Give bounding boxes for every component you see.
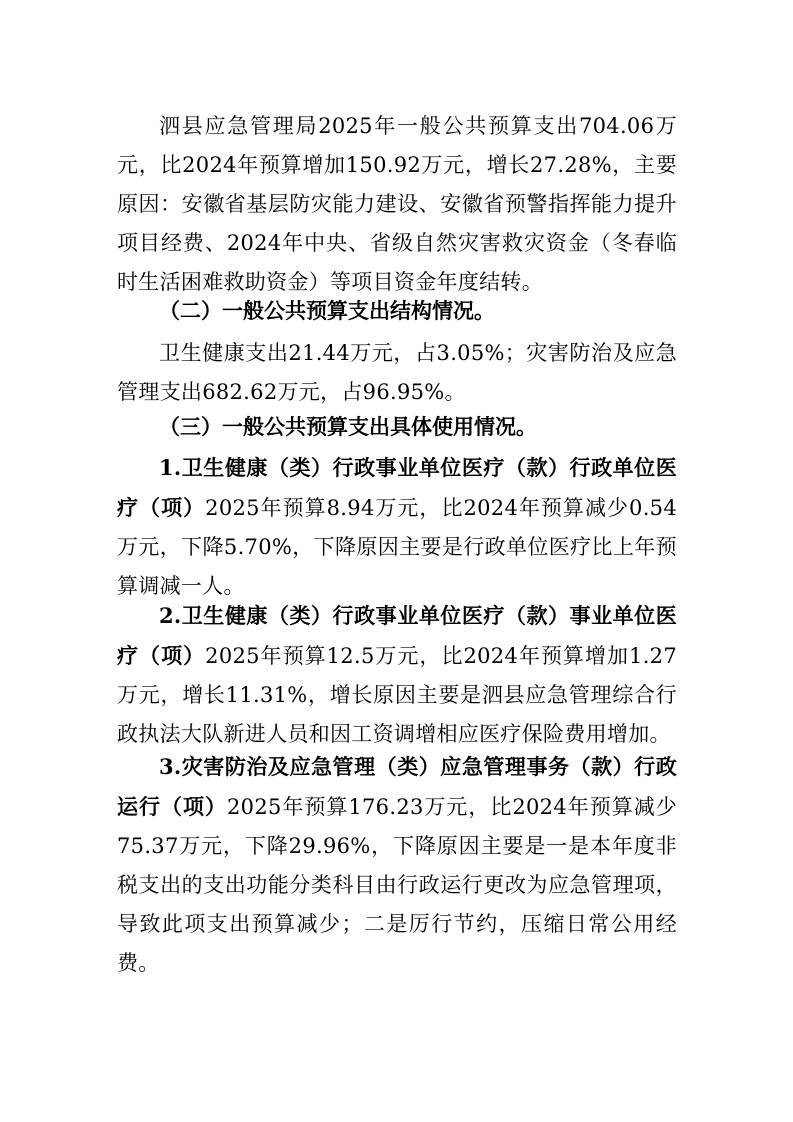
item-3-title: 3.灾害防治及应急管理（类）应急管理事务（款）行政运行（项） — [117, 754, 677, 819]
item-1-body: 2025年预算8.94万元，比2024年预算减少0.54万元，下降5.70%，下降原因主要是行政单位医疗比上年预算调减一人。 — [117, 496, 677, 598]
section-heading-usage: （三）一般公共预算支出具体使用情况。 — [159, 414, 537, 439]
item-3-body: 2025年预算176.23万元，比2024年预算减少75.37万元，下降29.96%，下降原因主要是一是本年度非税支出的支出功能分类科目由行政运行更改为应急管理项，导致此项支出预算减少；二是厉行节约，压缩日常公用经费。 — [117, 795, 678, 975]
paragraph-item-3 — [117, 747, 677, 983]
paragraph-item-1 — [117, 448, 677, 606]
paragraph-budget-summary: 泗县应急管理局2025年一般公共预算支出704.06万元，比2024年预算增加150.92万元，增长27.28%，主要原因：安徽省基层防灾能力建设、安徽省预警指挥能力提升项目经费、2024年中央、省级自然灾害救灾资金（冬春临时生活困难救助资金）等项目资金年度结转。 — [117, 114, 677, 294]
item-2-title: 2.卫生健康（类）行政事业单位医疗（款）事业单位医疗（项） — [117, 603, 677, 668]
section-heading-structure: （二）一般公共预算支出结构情况。 — [159, 298, 495, 323]
paragraph-item-2 — [117, 596, 677, 754]
item-2-body: 2025年预算12.5万元，比2024年预算增加1.27万元，增长11.31%，增长原因主要是泗县应急管理综合行政执法大队新进人员和因工资调增相应医疗保险费用增加。 — [117, 644, 677, 746]
paragraph-structure: 卫生健康支出21.44万元，占3.05%；灾害防治及应急管理支出682.62万元，占96.95%。 — [117, 341, 677, 404]
item-1-title: 1.卫生健康（类）行政事业单位医疗（款）行政单位医疗（项） — [117, 455, 677, 520]
